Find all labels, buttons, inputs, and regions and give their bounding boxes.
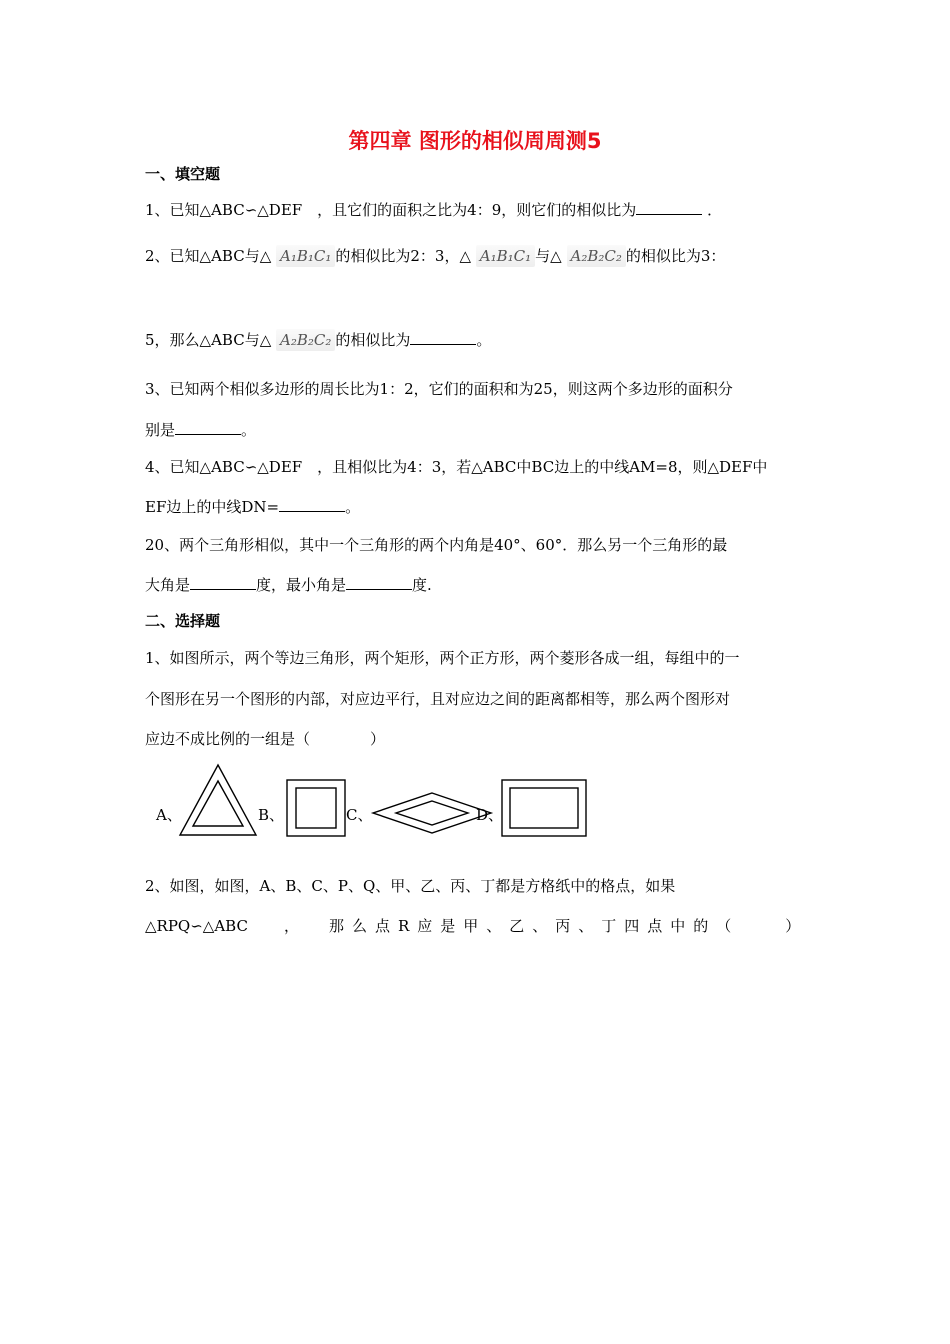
question-1-tail: ． [707, 201, 723, 219]
section-choice: 二、选择题 [145, 612, 221, 630]
q20-line2-b: 度，最小角是 [256, 576, 347, 594]
math-formula: A₂B₂C₂ [567, 245, 626, 267]
question-1-text: 1、已知△ABC∽△DEF ，且它们的面积之比为4：9，则它们的相似比为 [145, 201, 637, 219]
q2-part-1: 2、已知△ABC与△ [145, 247, 272, 265]
question-3-line-1: 3、已知两个相似多边形的周长比为1：2，它们的面积和为25，则这两个多边形的面积分 [145, 380, 733, 398]
math-formula: A₁B₁C₁ [276, 245, 335, 267]
q2-part-4: 的相似比为3： [625, 247, 726, 265]
question-20-line-2 [145, 575, 432, 595]
q2-line2-b: 的相似比为 [335, 331, 411, 349]
c2-line2-question: 那么点R应是甲、乙、丙、丁四点中的（ ） [328, 917, 809, 935]
nested-rectangles-figure [500, 778, 588, 838]
question-2-line-2 [145, 330, 491, 350]
option-a-label: A、 [156, 806, 182, 824]
q3-line2-text: 别是 [145, 421, 176, 439]
question-1 [145, 200, 722, 220]
choice-2-line-2 [145, 916, 809, 936]
q2-line2-end: 。 [476, 331, 492, 349]
math-formula: A₁B₁C₁ [476, 245, 535, 267]
question-4-line-2 [145, 497, 360, 517]
page-title: 第四章 图形的相似周周测5 [348, 129, 602, 153]
section-fill-in: 一、填空题 [145, 165, 221, 183]
q2-part-2: 的相似比为2：3，△ [335, 247, 472, 265]
q3-line2-end: 。 [241, 421, 257, 439]
c2-line2-comma: ， [283, 917, 299, 935]
answer-blank [636, 200, 702, 215]
nested-squares-figure [285, 778, 347, 838]
option-d-label: D、 [476, 806, 504, 824]
choice-1-line-3: 应边不成比例的一组是（ ） [145, 730, 386, 748]
q4-line2-text: EF边上的中线DN= [145, 498, 280, 516]
q4-line2-end: 。 [345, 498, 361, 516]
nested-triangles-figure [177, 762, 259, 838]
choice-1-line-1: 1、如图所示，两个等边三角形，两个矩形，两个正方形，两个菱形各成一组，每组中的一 [145, 649, 740, 667]
q20-line2-c: 度. [412, 576, 432, 594]
answer-blank [346, 575, 412, 590]
answer-blank [190, 575, 256, 590]
option-b-label: B、 [258, 806, 285, 824]
question-3-line-2 [145, 420, 256, 440]
answer-blank [410, 330, 476, 345]
q2-part-3: 与△ [535, 247, 562, 265]
option-c-label: C、 [346, 806, 373, 824]
question-20-line-1: 20、两个三角形相似，其中一个三角形的两个内角是40°、60°．那么另一个三角形的最 [145, 536, 728, 554]
choice-1-line-2: 个图形在另一个图形的内部，对应边平行，且对应边之间的距离都相等，那么两个图形对 [145, 690, 731, 708]
c2-line2-similarity: △RPQ∽△ABC [145, 917, 248, 935]
math-formula: A₂B₂C₂ [276, 329, 335, 351]
choice-2-line-1: 2、如图，如图，A、B、C、P、Q、甲、乙、丙、丁都是方格纸中的格点，如果 [145, 877, 676, 895]
question-4-line-1: 4、已知△ABC∽△DEF ，且相似比为4：3，若△ABC中BC边上的中线AM=8，则△DEF中 [145, 458, 768, 476]
q2-line2-a: 5，那么△ABC与△ [145, 331, 272, 349]
q20-line2-a: 大角是 [145, 576, 191, 594]
answer-blank [279, 497, 345, 512]
question-2-line-1 [145, 246, 725, 266]
answer-blank [175, 420, 241, 435]
